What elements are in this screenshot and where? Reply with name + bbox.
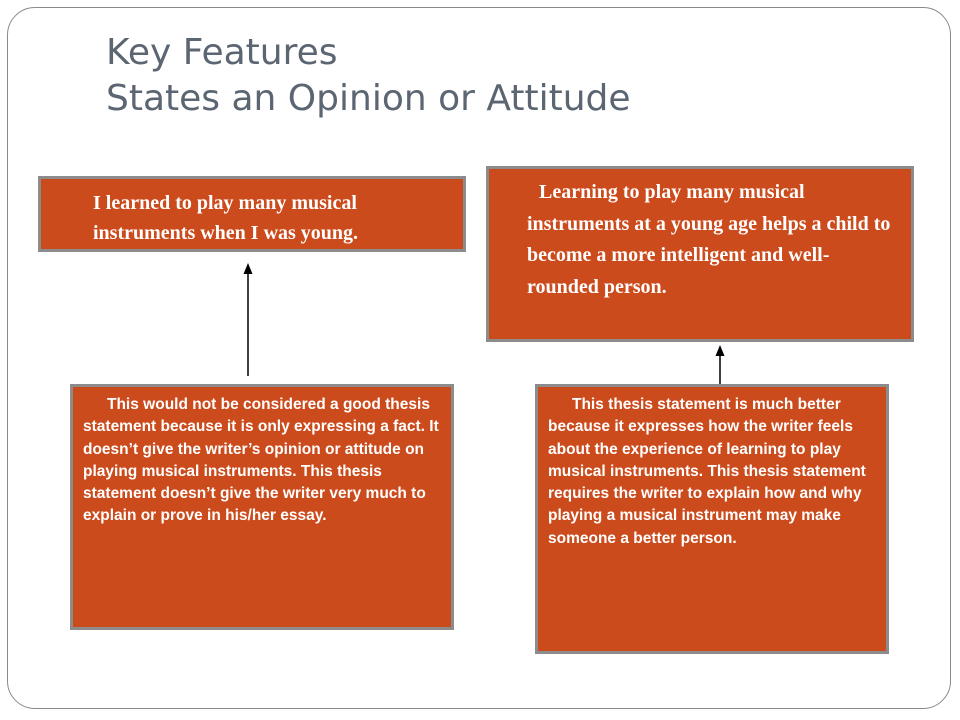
fact-statement-text: I learned to play many musical instruments when I was young. <box>93 192 359 244</box>
thesis-statement-text: Learning to play many musical instruments at a young age helps a child to become a more intelligent and well-rounded person. <box>527 181 891 298</box>
thesis-explanation-text: This thesis statement is much better because it expresses how the writer feels about the experience of learning to play musical instruments. This thesis statement requires the writer to explain how and why playing a musical instrument may make someone a better person. <box>548 396 866 547</box>
slide-title-line-2: States an Opinion or Attitude <box>106 78 631 119</box>
fact-explanation-text: This would not be considered a good thesis statement because it is only expressing a fact. It doesn’t give the writer’s opinion or attitude on playing musical instruments. This thesis statement doesn’t give the writer very much to explain or prove in his/her essay. <box>83 396 439 525</box>
slide-title-line-1: Key Features <box>106 32 338 73</box>
right-up-arrow <box>716 345 725 384</box>
left-up-arrow <box>244 263 253 376</box>
